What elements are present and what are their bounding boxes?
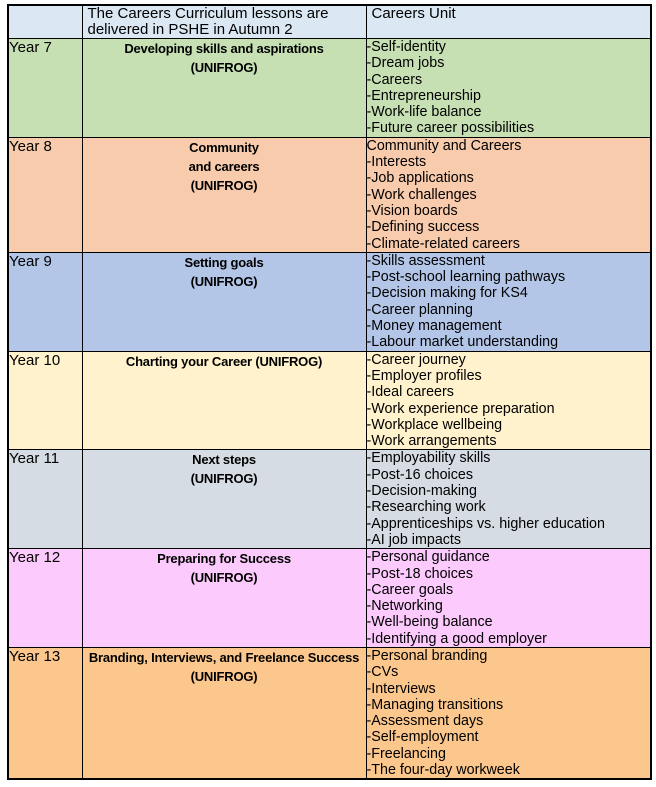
unit-item: -Well-being balance <box>366 614 493 631</box>
unit-item-list <box>366 137 651 252</box>
unit-item: -Work arrangements <box>366 433 497 450</box>
unit-item: -Post-16 choices <box>366 466 473 483</box>
lesson-title-line: Community <box>189 139 259 155</box>
unit-item: -AI job impacts <box>366 531 462 548</box>
unit-item-list <box>366 450 651 549</box>
year-label: Year 11 <box>8 450 82 549</box>
unit-item: -Defining success <box>366 219 480 236</box>
lesson-title-line: (UNIFROG) <box>190 273 258 289</box>
lesson-title <box>82 252 366 351</box>
unit-item: -Climate-related careers <box>366 235 520 252</box>
unit-item: -Decision making for KS4 <box>366 285 528 302</box>
unit-item: -Employability skills <box>366 450 491 467</box>
unit-item: -Post-18 choices <box>366 565 473 582</box>
unit-item: -Workplace wellbeing <box>366 416 503 433</box>
year-label: Year 13 <box>8 647 82 779</box>
unit-item: -Money management <box>366 318 502 335</box>
unit-item: -Job applications <box>366 170 474 187</box>
lesson-title <box>82 39 366 138</box>
unit-item: -Skills assessment <box>366 252 485 269</box>
unit-item: -Ideal careers <box>366 384 454 401</box>
unit-item-list <box>366 39 651 138</box>
table-row <box>8 252 651 351</box>
unit-item: -Career goals <box>366 581 454 598</box>
unit-item: -Work-life balance <box>366 104 482 121</box>
lesson-title-line: and careers <box>188 158 260 174</box>
year-label: Year 10 <box>8 351 82 450</box>
year-label: Year 7 <box>8 39 82 138</box>
lessons-header-line-1: The Careers Curriculum lessons are <box>87 5 329 22</box>
unit-item: -Networking <box>366 598 443 615</box>
unit-item: -Personal guidance <box>366 549 490 566</box>
unit-item: Community and Careers <box>366 137 522 154</box>
lesson-title-line: (UNIFROG) <box>190 177 258 193</box>
unit-item: -Careers <box>366 71 423 88</box>
table-row <box>8 450 651 549</box>
lesson-title-line: (UNIFROG) <box>190 471 258 487</box>
careers-unit-column-header <box>366 5 651 39</box>
unit-item: -Post-school learning pathways <box>366 269 566 286</box>
unit-item-list <box>366 647 651 779</box>
table-row <box>8 351 651 450</box>
unit-item: -Identifying a good employer <box>366 630 547 647</box>
table-row <box>8 647 651 779</box>
lesson-title-line: Branding, Interviews, and Freelance Success <box>88 649 360 665</box>
lesson-title <box>82 549 366 648</box>
table-row <box>8 137 651 252</box>
unit-item: -Decision-making <box>366 483 477 500</box>
lesson-title-line: Developing skills and aspirations <box>124 41 324 56</box>
lesson-title-line: (UNIFROG) <box>190 668 258 684</box>
unit-item: -Future career possibilities <box>366 120 535 137</box>
unit-item: -Entrepreneurship <box>366 87 481 104</box>
year-column-header <box>8 5 82 39</box>
unit-item: -Work experience preparation <box>366 400 555 417</box>
unit-item-list <box>366 549 651 648</box>
unit-item: -Interests <box>366 154 427 171</box>
unit-item: -Self-employment <box>366 729 479 746</box>
unit-item: -The four-day workweek <box>366 762 520 779</box>
lesson-title <box>82 351 366 450</box>
unit-item: -Employer profiles <box>366 367 482 384</box>
unit-item: -Managing transitions <box>366 696 504 713</box>
curriculum-table <box>7 4 652 780</box>
header-row <box>8 5 651 39</box>
unit-item: -CVs <box>366 664 399 681</box>
careers-unit-header-label: Careers Unit <box>371 5 456 22</box>
unit-item: -Interviews <box>366 680 436 697</box>
unit-item: -Work challenges <box>366 186 477 203</box>
unit-item: -Apprenticeships vs. higher education <box>366 515 605 532</box>
year-label: Year 12 <box>8 549 82 648</box>
year-label: Year 8 <box>8 137 82 252</box>
table-row <box>8 549 651 648</box>
lesson-title-line: Charting your Career (UNIFROG) <box>125 353 323 369</box>
unit-item: -Researching work <box>366 499 486 516</box>
unit-item-list <box>366 351 651 450</box>
unit-item: -Assessment days <box>366 713 484 730</box>
lessons-header-line-2: delivered in PSHE in Autumn 2 <box>87 21 293 38</box>
year-label: Year 9 <box>8 252 82 351</box>
lesson-title-line: (UNIFROG) <box>190 570 258 586</box>
lesson-title <box>82 450 366 549</box>
lesson-title-line: Next steps <box>192 452 256 468</box>
unit-item: -Career journey <box>366 351 466 368</box>
table-row <box>8 39 651 138</box>
unit-item: -Vision boards <box>366 202 458 219</box>
unit-item-list <box>366 252 651 351</box>
unit-item: -Career planning <box>366 301 473 318</box>
unit-item: -Labour market understanding <box>366 334 559 351</box>
curriculum-table-container <box>7 4 652 780</box>
lesson-title-line: Setting goals <box>184 254 264 270</box>
lesson-title-line: (UNIFROG) <box>190 60 258 75</box>
unit-item: -Freelancing <box>366 745 446 762</box>
unit-item: -Dream jobs <box>366 55 445 72</box>
unit-item: -Personal branding <box>366 647 488 664</box>
lesson-title <box>82 647 366 779</box>
unit-item: -Self-identity <box>366 39 446 55</box>
lessons-column-header <box>82 5 366 39</box>
lesson-title <box>82 137 366 252</box>
lesson-title-line: Preparing for Success <box>157 551 291 567</box>
